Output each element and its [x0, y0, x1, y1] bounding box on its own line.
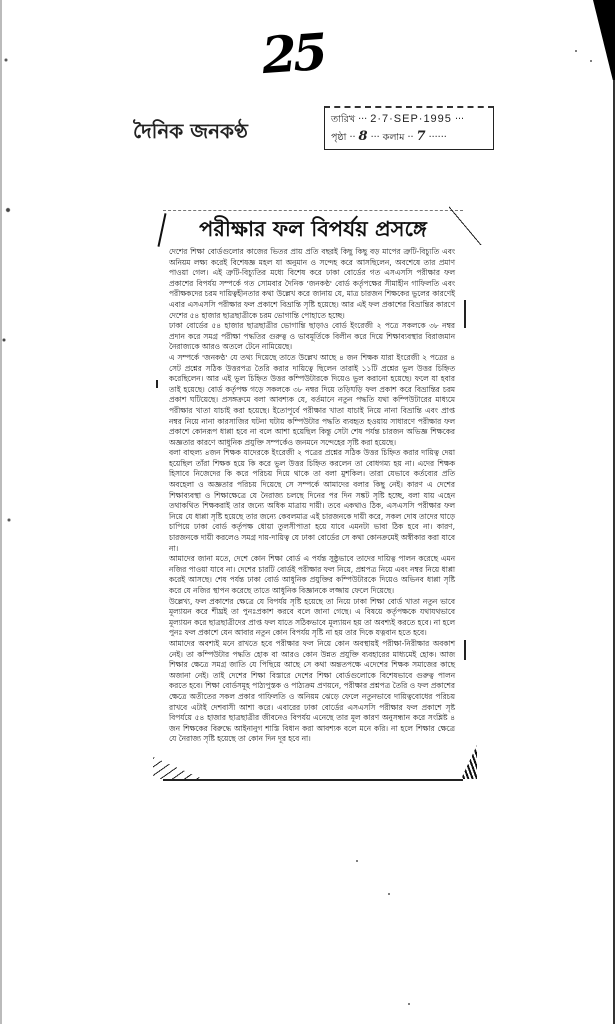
clip-corner-mark [157, 213, 166, 247]
handwritten-page-number: 25 [260, 21, 326, 86]
stamp-date-label: তারিখ [331, 114, 356, 125]
scan-mark [464, 640, 466, 660]
date-stamp [324, 106, 494, 150]
stamp-column-label: কলাম [382, 132, 405, 143]
clip-corner-hatch [153, 757, 203, 779]
scan-speck [388, 893, 390, 895]
article-body [169, 247, 455, 745]
stamp-page-label: পৃষ্ঠা [331, 132, 347, 143]
stamp-page-row: পৃষ্ঠা ·· 8 ··· কলাম ·· 7 ······ [331, 129, 447, 144]
newspaper-masthead: দৈনিক জনকণ্ঠ [133, 119, 248, 143]
article-paragraph: আমাদের জানা মতে, দেশে কোন শিক্ষা বোর্ড এ পর্যন্ত সুষ্ঠুভাবে তাদের দায়িত্ব পালন করেছে এমন নজির পাওয়া যাবে না। দেশের চারটি বোর্ডই পরীক্ষার ফল নিয়ে, প্রশ্নপত্র নিয়ে এবং নম্বর নিয়ে ধাপ্পা করেই আসছে। শেষ পর্যন্ত ঢাকা বোর্ড আধুনিক প্রযুক্তির কম্পিউটারকে দিয়েও অভিনব ধাপ্পা সৃষ্টি করে যে নজির স্থাপন করেছে তাতে আধুনিক বিজ্ঞানকে লজ্জায় ফেলে দিয়েছে। [169, 554, 455, 595]
scan-speck [575, 50, 577, 52]
article-paragraph: দেশের শিক্ষা বোর্ডগুলোর কাজের ভিতর প্রায় প্রতি বছরই কিছু কিছু বড় মাপের ত্রুটি-বিচ্যুতি এবং অনিয়ম লক্ষ্য করেই বিশেষজ্ঞ মহল যা অনুমান ও সন্দেহ করে আসছিলেন, অবশেষে তার প্রমাণ পাওয়া গেল। এই ত্রুটি-বিচ্যুতির মধ্যে বিশেষ করে ঢাকা বোর্ডের গত এসএসসি পরীক্ষার ফল প্রকাশের বিপর্যয় সম্পর্কে গত সোমবার দৈনিক 'জনকণ্ঠ' বোর্ড কর্তৃপক্ষের সীমাহীন গাফিলতি এবং পরীক্ষকদের চরম দায়িত্বহীনতার কথা উল্লেখ করে জানায় যে, মাত্র চারজন শিক্ষকের ভুলের কারণেই এবার এসএসসি পরীক্ষার ফল প্রকাশে বিভ্রান্তি সৃষ্টি হয়েছে। আর এই ফল প্রকাশের বিভ্রান্তির কারণে দেশের ৫৪ হাজার ছাত্রছাত্রীকে চরম ভোগান্তি পোহাতে হচ্ছে। [169, 247, 455, 320]
article-headline: পরীক্ষার ফল বিপর্যয় প্রসঙ্গে [199, 217, 427, 241]
article-paragraph: বলা বাহুল্য ৪জন শিক্ষক যাদেরকে ইংরেজী ২ পত্রের প্রশ্নের সঠিক উত্তর চিহ্নিত করার দায়িত্ব দেয়া হয়েছিল তাঁরা শিক্ষক হয়ে কি করে ভুল উত্তর চিহ্নিত করলেন তা বোধগম্য হয় না। এদের শিক্ষক হিসাবে নিজেদের কি করে পরিচয় দিয়ে থাকে তা বলা মুশকিল। তারা যেভাবে কর্তব্যের প্রতি অবহেলা ও অজ্ঞতার পরিচয় দিয়েছে সে সম্পর্কে আমাদের বলার কিছু নেই। কারণ এ দেশের শিক্ষাব্যবস্থা ও শিক্ষাক্ষেত্রে যে নৈরাজ্য চলছে দিনের পর দিন সঙ্কট সৃষ্টি হচ্ছে, বলা যায় এহেন তথাকথিত শিক্ষকরাই তার জন্যে অধিক মাত্রায় দায়ী। তবে একথাও ঠিক, এসএসসি পরীক্ষার ফল নিয়ে যে ধাপ্পা সৃষ্টি হয়েছে তার জন্যে কেবলমাত্র এই চারজনকে দায়ী করে, সকল দোষ তাদের ঘাড়ে চাপিয়ে ঢাকা বোর্ড কর্তৃপক্ষ ধোয়া তুলসীপাতা হয়ে যাবে এমনটা ভাবা ঠিক হবে না। কারণ, চারজনকে দায়ী করলেও সমগ্র দায়-দায়িত্ব যে ঢাকা বোর্ডের সে কথা কোনক্রমেই অস্বীকার করা যাবে না। [169, 448, 455, 553]
article-paragraph: উল্লেখ্য, ফল প্রকাশের ক্ষেত্রে যে বিপর্যয় সৃষ্টি হয়েছে তা নিয়ে ঢাকা শিক্ষা বোর্ড খাতা নতুন ভাবে মূল্যায়ন করে শীঘ্রই তা পুনঃপ্রকাশ করবে বলে জানা গেছে। এ বিষয়ে কর্তৃপক্ষকে যথাযথভাবে মূল্যায়ন করে ছাত্রছাত্রীদের প্রাপ্ত ফল যাতে সঠিকভাবে মূল্যায়ন হয় তা অবশ্যই করতে হবে। না হলে পুনঃ ফল প্রকাশে যেন আবার নতুন কোন বিপর্যয় সৃষ্টি না হয় তার দিকে যত্নবান হতে হবে। [169, 596, 455, 638]
scan-mark [464, 300, 466, 328]
article-paragraph: ঢাকা বোর্ডের ৫৪ হাজার ছাত্রছাত্রীর ভোগান্তি ছাড়াও বোর্ড ইংরেজী ২ পত্রে সকলকে ৩৮ নম্বর প্রদান করে সমগ্র পরীক্ষা পদ্ধতির গুরুত্ব ও ভাবমূর্তিকে বিলীন করে দিয়ে শিক্ষাব্যবস্থার বিরাজমান নৈরাজ্যকে আরও অতলে টেনে নামিয়েছে। [169, 321, 455, 352]
scan-mark [156, 380, 158, 388]
newspaper-clipping [163, 210, 463, 781]
stamp-column-value: 7 [416, 129, 426, 144]
clip-corner-hatch [449, 205, 483, 245]
scan-speck [356, 860, 358, 862]
scan-right-corner-shadow [593, 0, 615, 80]
article-paragraph: আমাদের অবশ্যই মনে রাখতে হবে পরীক্ষার ফল নিয়ে কোন অবস্থায়ই পরীক্ষা-নিরীক্ষার অবকাশ নেই। তা কম্পিউটার পদ্ধতি হোক বা আরও কোন উন্নত প্রযুক্তি ব্যবহারের মাধ্যমেই হোক। আজ শিক্ষার ক্ষেত্রে সমগ্র জাতি যে পিছিয়ে আছে সে কথা অন্ততপক্ষে এদেশের শিক্ষক সমাজের কাছে অজানা নেই। তাই দেশের শিক্ষা বিস্তারে দেশের শিক্ষা বোর্ডগুলোকে বিশেষভাবে গুরুত্ব পালন করতে হবে। শিক্ষা বোর্ডসমূহ পাঠ্যপুস্তক ও পাঠ্যক্রম প্রণয়নে, পরীক্ষার প্রশ্নপত্র তৈরি ও ফল প্রকাশের ক্ষেত্রে অতীতের সকল প্রকার গাফিলতি ও অনিয়ম ঝেড়ে ফেলে নতুনভাবে দায়িত্ববোধের পরিচয় রাখবে এটাই দেশবাসী আশা করে। এবারের ঢাকা বোর্ডের এসএসসি পরীক্ষার ফল প্রকাশে সৃষ্ট বিপর্যয়ে ৫৪ হাজার ছাত্রছাত্রীর জীবনেও বিপর্যয় এনেছে তার মূল কারণ অনুসন্ধান করে সংশ্লিষ্ট ৪ জন শিক্ষকের বিরুদ্ধে আইনানুগ শাস্তি বিধান করা আবশ্যক বলে মনে করি। না হলে শিক্ষার ক্ষেত্রে যে নৈরাজ্য সৃষ্টি হয়েছে তা কোন দিন দূর হবে না। [169, 638, 455, 744]
scan-left-edge [0, 0, 14, 1024]
stamp-date-value: 2·7·SEP·1995 [370, 113, 452, 125]
stamp-date-row: তারিখ ··· 2·7·SEP·1995 ··· [331, 113, 465, 125]
scan-speck [408, 1003, 410, 1005]
article-paragraph: এ সম্পর্কে 'জনকণ্ঠ' যে তথ্য দিয়েছে তাতে উল্লেখ আছে ৪ জন শিক্ষক যারা ইংরেজী ২ পত্রের ৪ সেট প্রশ্নের সঠিক উত্তরপত্র তৈরি করার দায়িত্বে ছিলেন তারাই ১১টি প্রশ্নের ভুল উত্তর চিহ্নিত করেছিলেন। আর এই ভুল চিহ্নিত উত্তর কম্পিউটারকে দিয়েও ভুল করানো হয়েছে। ফলে যা হবার তাই হয়েছে। বোর্ড কর্তৃপক্ষ গড়ে সকলকে ৩৮ নম্বর দিয়ে তড়িঘড়ি ফল প্রকাশ করে বিভ্রান্তির চরম প্রকাশ ঘটিয়েছে। প্রসঙ্গক্রমে বলা আবশ্যক যে, বর্তমানে নতুন পদ্ধতি যথা কম্পিউটারের মাধ্যমে পরীক্ষার খাতা যাচাই করা হয়েছে। ইতোপূর্বে পরীক্ষার খাতা যাচাই নিয়ে নানা বিভ্রান্তি এবং প্রাপ্ত নম্বর নিয়ে নানা কারসাজির ঘটনা ঘটায় কম্পিউটার পদ্ধতি ব্যবহৃত হওয়ায় সাধারণে পরীক্ষার ফল প্রকাশে কোনরূপ ধাপ্পা হবে না বলে আশা হয়েছিল কিন্তু সেটা শেষ পর্যন্ত চারজন অভিজ্ঞ শিক্ষকের অজ্ঞতার কারণে আধুনিক প্রযুক্তি সম্পর্কেও জনমনে সন্দেহের সৃষ্টি করা হয়েছে। [169, 352, 455, 447]
scan-speck [590, 60, 592, 62]
clip-corner-hatch [461, 745, 477, 779]
stamp-page-value: 8 [358, 129, 368, 144]
